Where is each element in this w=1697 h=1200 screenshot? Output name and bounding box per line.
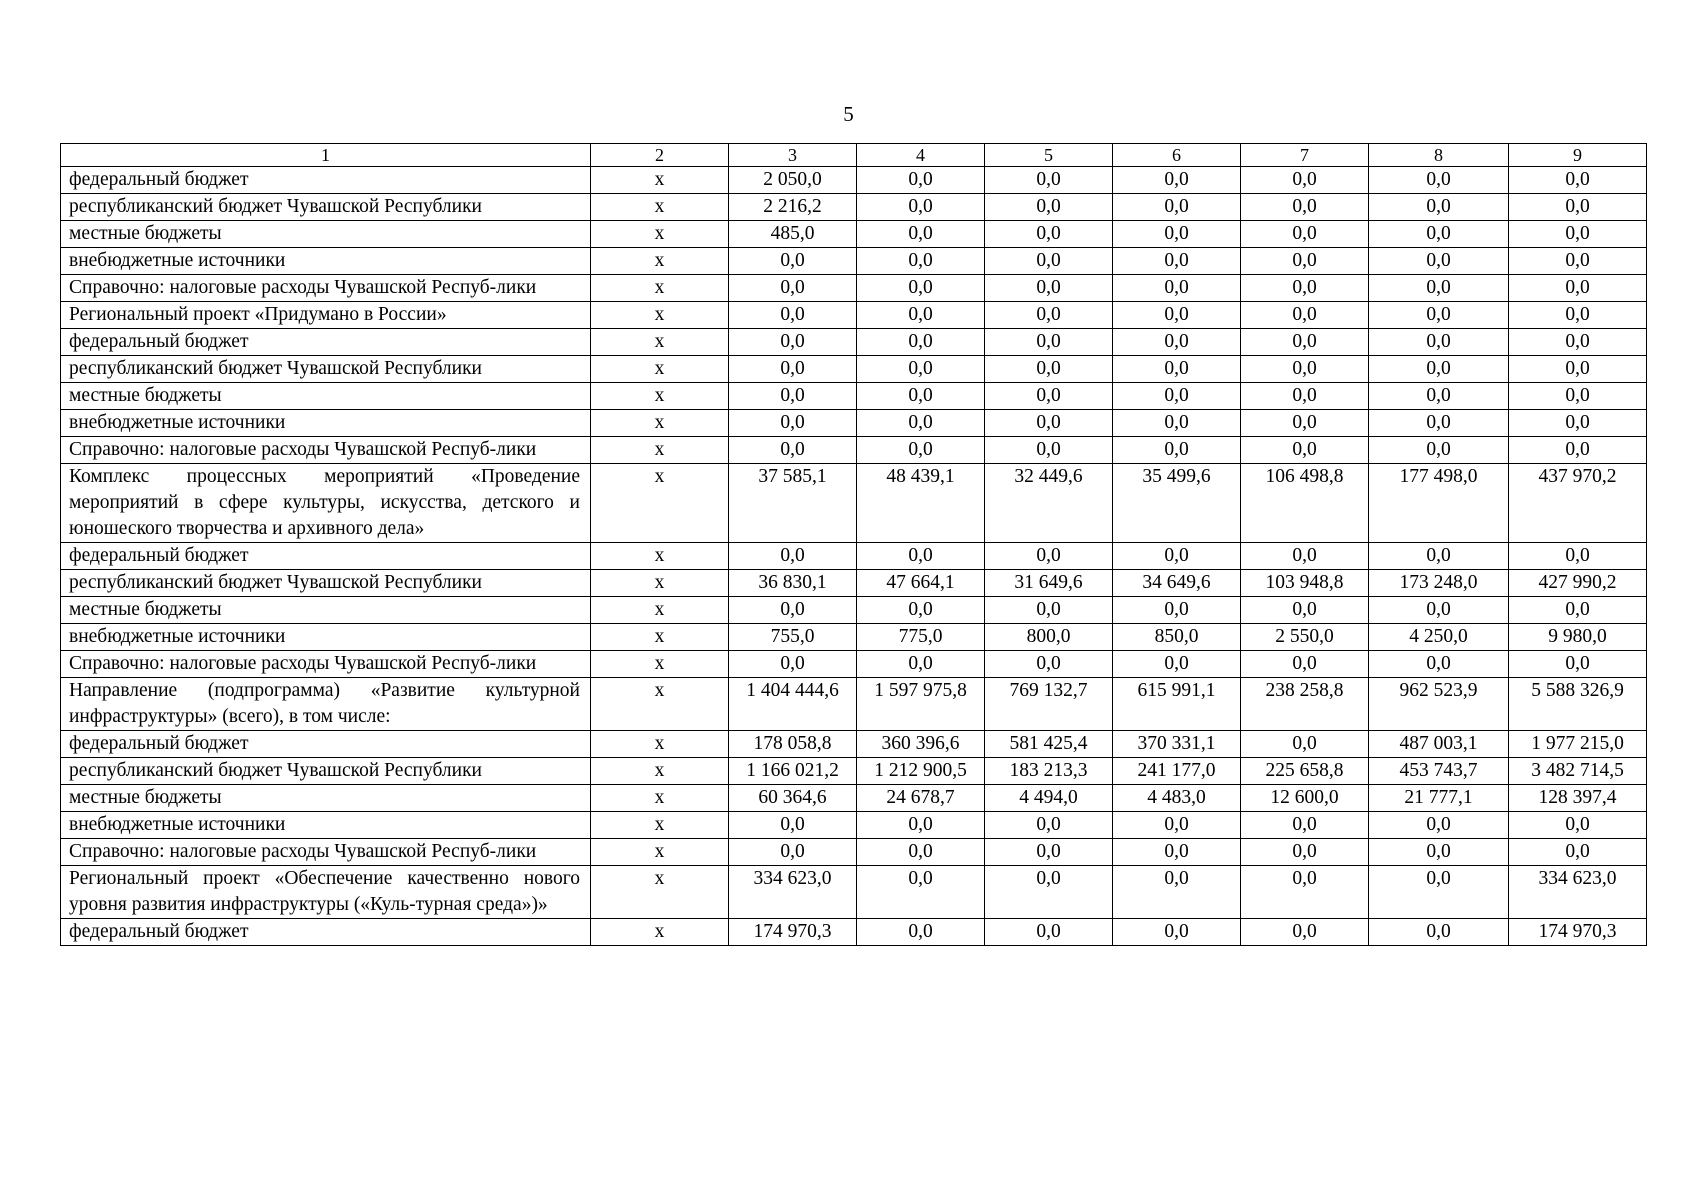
value-cell-col-4: 47 664,1 — [857, 570, 985, 597]
value-cell-col-3: 178 058,8 — [729, 731, 857, 758]
value-cell-col-5: 800,0 — [985, 624, 1113, 651]
value-cell-col-4: 360 396,6 — [857, 731, 985, 758]
value-cell-col-9: 174 970,3 — [1509, 919, 1647, 946]
value-cell-col-8: 453 743,7 — [1369, 758, 1509, 785]
value-cell-col-8: 962 523,9 — [1369, 678, 1509, 731]
value-cell-col-4: 0,0 — [857, 167, 985, 194]
row-label: Региональный проект «Обеспечение качественно нового уровня развития инфраструктуры («Куль-турная среда»)» — [61, 866, 591, 919]
value-cell-col-3: 755,0 — [729, 624, 857, 651]
row-code: x — [591, 678, 729, 731]
value-cell-col-3: 36 830,1 — [729, 570, 857, 597]
value-cell-col-9: 0,0 — [1509, 329, 1647, 356]
value-cell-col-6: 0,0 — [1113, 919, 1241, 946]
row-code: x — [591, 624, 729, 651]
value-cell-col-4: 0,0 — [857, 383, 985, 410]
table-row — [61, 302, 1647, 329]
row-label: республиканский бюджет Чувашской Республики — [61, 356, 591, 383]
value-cell-col-6: 241 177,0 — [1113, 758, 1241, 785]
value-cell-col-7: 12 600,0 — [1241, 785, 1369, 812]
value-cell-col-4: 48 439,1 — [857, 464, 985, 543]
value-cell-col-6: 0,0 — [1113, 167, 1241, 194]
table-row — [61, 275, 1647, 302]
value-cell-col-6: 0,0 — [1113, 383, 1241, 410]
value-cell-col-9: 128 397,4 — [1509, 785, 1647, 812]
value-cell-col-5: 0,0 — [985, 167, 1113, 194]
value-cell-col-3: 334 623,0 — [729, 866, 857, 919]
row-label: местные бюджеты — [61, 785, 591, 812]
row-code: x — [591, 731, 729, 758]
value-cell-col-5: 0,0 — [985, 410, 1113, 437]
value-cell-col-6: 35 499,6 — [1113, 464, 1241, 543]
row-label: Комплекс процессных мероприятий «Проведение мероприятий в сфере культуры, искусства, детского и юношеского творчества и архивного дела» — [61, 464, 591, 543]
table-row — [61, 597, 1647, 624]
row-label: местные бюджеты — [61, 383, 591, 410]
value-cell-col-7: 0,0 — [1241, 839, 1369, 866]
value-cell-col-8: 0,0 — [1369, 597, 1509, 624]
table-row — [61, 167, 1647, 194]
value-cell-col-3: 1 166 021,2 — [729, 758, 857, 785]
value-cell-col-3: 0,0 — [729, 410, 857, 437]
row-code: x — [591, 221, 729, 248]
column-header-5: 5 — [985, 144, 1113, 167]
value-cell-col-7: 0,0 — [1241, 221, 1369, 248]
row-code: x — [591, 785, 729, 812]
value-cell-col-7: 0,0 — [1241, 194, 1369, 221]
row-label: внебюджетные источники — [61, 410, 591, 437]
table-row — [61, 356, 1647, 383]
value-cell-col-3: 174 970,3 — [729, 919, 857, 946]
value-cell-col-7: 0,0 — [1241, 651, 1369, 678]
row-code: x — [591, 570, 729, 597]
budget-table — [60, 143, 1647, 946]
value-cell-col-8: 0,0 — [1369, 437, 1509, 464]
value-cell-col-4: 0,0 — [857, 248, 985, 275]
value-cell-col-6: 0,0 — [1113, 543, 1241, 570]
value-cell-col-3: 0,0 — [729, 329, 857, 356]
value-cell-col-4: 0,0 — [857, 919, 985, 946]
value-cell-col-8: 0,0 — [1369, 383, 1509, 410]
table-row — [61, 678, 1647, 731]
value-cell-col-4: 0,0 — [857, 866, 985, 919]
value-cell-col-4: 0,0 — [857, 194, 985, 221]
value-cell-col-7: 0,0 — [1241, 597, 1369, 624]
value-cell-col-3: 37 585,1 — [729, 464, 857, 543]
row-label: Справочно: налоговые расходы Чувашской Респуб-лики — [61, 437, 591, 464]
column-header-9: 9 — [1509, 144, 1647, 167]
value-cell-col-3: 0,0 — [729, 302, 857, 329]
value-cell-col-4: 0,0 — [857, 597, 985, 624]
value-cell-col-5: 0,0 — [985, 812, 1113, 839]
value-cell-col-6: 0,0 — [1113, 329, 1241, 356]
column-number-header-row — [61, 144, 1647, 167]
value-cell-col-7: 106 498,8 — [1241, 464, 1369, 543]
row-label: Справочно: налоговые расходы Чувашской Респуб-лики — [61, 651, 591, 678]
table-row — [61, 812, 1647, 839]
value-cell-col-6: 0,0 — [1113, 302, 1241, 329]
value-cell-col-4: 0,0 — [857, 410, 985, 437]
value-cell-col-8: 0,0 — [1369, 866, 1509, 919]
row-code: x — [591, 866, 729, 919]
value-cell-col-9: 0,0 — [1509, 248, 1647, 275]
value-cell-col-6: 4 483,0 — [1113, 785, 1241, 812]
value-cell-col-5: 0,0 — [985, 866, 1113, 919]
table-row — [61, 410, 1647, 437]
value-cell-col-4: 0,0 — [857, 221, 985, 248]
value-cell-col-3: 0,0 — [729, 383, 857, 410]
table-row — [61, 194, 1647, 221]
value-cell-col-7: 0,0 — [1241, 248, 1369, 275]
table-row — [61, 731, 1647, 758]
row-code: x — [591, 919, 729, 946]
row-code: x — [591, 275, 729, 302]
value-cell-col-7: 238 258,8 — [1241, 678, 1369, 731]
row-code: x — [591, 194, 729, 221]
column-header-7: 7 — [1241, 144, 1369, 167]
row-label: Направление (подпрограмма) «Развитие культурной инфраструктуры» (всего), в том числе: — [61, 678, 591, 731]
value-cell-col-5: 183 213,3 — [985, 758, 1113, 785]
value-cell-col-4: 0,0 — [857, 651, 985, 678]
value-cell-col-9: 437 970,2 — [1509, 464, 1647, 543]
value-cell-col-5: 4 494,0 — [985, 785, 1113, 812]
value-cell-col-8: 0,0 — [1369, 356, 1509, 383]
value-cell-col-3: 485,0 — [729, 221, 857, 248]
value-cell-col-9: 0,0 — [1509, 383, 1647, 410]
row-code: x — [591, 597, 729, 624]
row-label: федеральный бюджет — [61, 329, 591, 356]
value-cell-col-6: 0,0 — [1113, 410, 1241, 437]
value-cell-col-3: 0,0 — [729, 651, 857, 678]
value-cell-col-4: 1 212 900,5 — [857, 758, 985, 785]
value-cell-col-8: 0,0 — [1369, 543, 1509, 570]
value-cell-col-9: 0,0 — [1509, 356, 1647, 383]
value-cell-col-3: 0,0 — [729, 839, 857, 866]
table-row — [61, 543, 1647, 570]
row-label: внебюджетные источники — [61, 812, 591, 839]
row-label: федеральный бюджет — [61, 919, 591, 946]
value-cell-col-6: 370 331,1 — [1113, 731, 1241, 758]
row-label: внебюджетные источники — [61, 624, 591, 651]
value-cell-col-6: 0,0 — [1113, 597, 1241, 624]
column-header-8: 8 — [1369, 144, 1509, 167]
row-code: x — [591, 383, 729, 410]
value-cell-col-4: 0,0 — [857, 275, 985, 302]
column-header-3: 3 — [729, 144, 857, 167]
value-cell-col-8: 0,0 — [1369, 248, 1509, 275]
row-code: x — [591, 758, 729, 785]
value-cell-col-6: 0,0 — [1113, 651, 1241, 678]
value-cell-col-3: 1 404 444,6 — [729, 678, 857, 731]
value-cell-col-6: 0,0 — [1113, 194, 1241, 221]
row-label: федеральный бюджет — [61, 731, 591, 758]
value-cell-col-9: 0,0 — [1509, 651, 1647, 678]
value-cell-col-4: 24 678,7 — [857, 785, 985, 812]
value-cell-col-6: 0,0 — [1113, 221, 1241, 248]
row-label: Справочно: налоговые расходы Чувашской Респуб-лики — [61, 275, 591, 302]
row-code: x — [591, 302, 729, 329]
value-cell-col-9: 0,0 — [1509, 302, 1647, 329]
row-label: республиканский бюджет Чувашской Республики — [61, 194, 591, 221]
value-cell-col-9: 0,0 — [1509, 597, 1647, 624]
row-label: Региональный проект «Придумано в России» — [61, 302, 591, 329]
column-header-4: 4 — [857, 144, 985, 167]
value-cell-col-3: 0,0 — [729, 597, 857, 624]
table-row — [61, 651, 1647, 678]
value-cell-col-8: 21 777,1 — [1369, 785, 1509, 812]
table-row — [61, 866, 1647, 919]
value-cell-col-6: 0,0 — [1113, 839, 1241, 866]
value-cell-col-7: 0,0 — [1241, 919, 1369, 946]
row-label: республиканский бюджет Чувашской Республики — [61, 758, 591, 785]
value-cell-col-8: 177 498,0 — [1369, 464, 1509, 543]
value-cell-col-8: 0,0 — [1369, 302, 1509, 329]
value-cell-col-6: 0,0 — [1113, 437, 1241, 464]
value-cell-col-6: 850,0 — [1113, 624, 1241, 651]
value-cell-col-5: 0,0 — [985, 543, 1113, 570]
value-cell-col-9: 0,0 — [1509, 275, 1647, 302]
value-cell-col-9: 9 980,0 — [1509, 624, 1647, 651]
value-cell-col-4: 0,0 — [857, 356, 985, 383]
value-cell-col-8: 0,0 — [1369, 839, 1509, 866]
table-row — [61, 624, 1647, 651]
row-code: x — [591, 651, 729, 678]
value-cell-col-9: 0,0 — [1509, 410, 1647, 437]
value-cell-col-8: 0,0 — [1369, 167, 1509, 194]
value-cell-col-8: 0,0 — [1369, 329, 1509, 356]
value-cell-col-4: 775,0 — [857, 624, 985, 651]
table-row — [61, 758, 1647, 785]
table-row — [61, 839, 1647, 866]
value-cell-col-7: 0,0 — [1241, 167, 1369, 194]
row-label: федеральный бюджет — [61, 543, 591, 570]
value-cell-col-5: 0,0 — [985, 839, 1113, 866]
row-label: внебюджетные источники — [61, 248, 591, 275]
value-cell-col-7: 0,0 — [1241, 410, 1369, 437]
value-cell-col-6: 34 649,6 — [1113, 570, 1241, 597]
value-cell-col-8: 0,0 — [1369, 651, 1509, 678]
value-cell-col-3: 2 216,2 — [729, 194, 857, 221]
value-cell-col-7: 0,0 — [1241, 866, 1369, 919]
table-row — [61, 383, 1647, 410]
value-cell-col-3: 0,0 — [729, 248, 857, 275]
value-cell-col-6: 0,0 — [1113, 248, 1241, 275]
value-cell-col-4: 0,0 — [857, 302, 985, 329]
value-cell-col-5: 0,0 — [985, 597, 1113, 624]
value-cell-col-7: 0,0 — [1241, 275, 1369, 302]
row-label: местные бюджеты — [61, 221, 591, 248]
value-cell-col-9: 0,0 — [1509, 812, 1647, 839]
value-cell-col-9: 0,0 — [1509, 839, 1647, 866]
value-cell-col-3: 0,0 — [729, 356, 857, 383]
value-cell-col-5: 0,0 — [985, 919, 1113, 946]
value-cell-col-9: 0,0 — [1509, 543, 1647, 570]
row-code: x — [591, 248, 729, 275]
value-cell-col-8: 173 248,0 — [1369, 570, 1509, 597]
row-code: x — [591, 839, 729, 866]
value-cell-col-5: 32 449,6 — [985, 464, 1113, 543]
value-cell-col-5: 31 649,6 — [985, 570, 1113, 597]
value-cell-col-7: 0,0 — [1241, 437, 1369, 464]
value-cell-col-4: 0,0 — [857, 812, 985, 839]
value-cell-col-7: 0,0 — [1241, 731, 1369, 758]
value-cell-col-5: 0,0 — [985, 302, 1113, 329]
value-cell-col-9: 0,0 — [1509, 167, 1647, 194]
row-label: федеральный бюджет — [61, 167, 591, 194]
value-cell-col-5: 0,0 — [985, 275, 1113, 302]
value-cell-col-8: 0,0 — [1369, 812, 1509, 839]
value-cell-col-7: 2 550,0 — [1241, 624, 1369, 651]
value-cell-col-7: 0,0 — [1241, 812, 1369, 839]
value-cell-col-5: 0,0 — [985, 437, 1113, 464]
value-cell-col-8: 4 250,0 — [1369, 624, 1509, 651]
value-cell-col-7: 103 948,8 — [1241, 570, 1369, 597]
value-cell-col-7: 0,0 — [1241, 302, 1369, 329]
value-cell-col-3: 2 050,0 — [729, 167, 857, 194]
table-row — [61, 248, 1647, 275]
value-cell-col-9: 1 977 215,0 — [1509, 731, 1647, 758]
value-cell-col-9: 0,0 — [1509, 437, 1647, 464]
value-cell-col-7: 0,0 — [1241, 356, 1369, 383]
row-code: x — [591, 356, 729, 383]
row-code: x — [591, 329, 729, 356]
value-cell-col-5: 0,0 — [985, 383, 1113, 410]
value-cell-col-7: 225 658,8 — [1241, 758, 1369, 785]
row-label: республиканский бюджет Чувашской Республики — [61, 570, 591, 597]
value-cell-col-3: 0,0 — [729, 812, 857, 839]
value-cell-col-8: 0,0 — [1369, 194, 1509, 221]
value-cell-col-5: 0,0 — [985, 194, 1113, 221]
value-cell-col-4: 0,0 — [857, 437, 985, 464]
value-cell-col-5: 769 132,7 — [985, 678, 1113, 731]
page-number: 5 — [843, 102, 854, 126]
table-row — [61, 221, 1647, 248]
value-cell-col-3: 0,0 — [729, 275, 857, 302]
value-cell-col-8: 487 003,1 — [1369, 731, 1509, 758]
table-row — [61, 329, 1647, 356]
row-label: Справочно: налоговые расходы Чувашской Респуб-лики — [61, 839, 591, 866]
value-cell-col-6: 0,0 — [1113, 275, 1241, 302]
value-cell-col-4: 0,0 — [857, 329, 985, 356]
value-cell-col-8: 0,0 — [1369, 410, 1509, 437]
value-cell-col-4: 0,0 — [857, 839, 985, 866]
value-cell-col-6: 0,0 — [1113, 866, 1241, 919]
row-code: x — [591, 167, 729, 194]
column-header-2: 2 — [591, 144, 729, 167]
value-cell-col-5: 0,0 — [985, 221, 1113, 248]
table-row — [61, 785, 1647, 812]
value-cell-col-5: 0,0 — [985, 329, 1113, 356]
value-cell-col-4: 1 597 975,8 — [857, 678, 985, 731]
row-code: x — [591, 812, 729, 839]
row-label: местные бюджеты — [61, 597, 591, 624]
value-cell-col-3: 60 364,6 — [729, 785, 857, 812]
row-code: x — [591, 410, 729, 437]
value-cell-col-8: 0,0 — [1369, 275, 1509, 302]
value-cell-col-9: 3 482 714,5 — [1509, 758, 1647, 785]
value-cell-col-5: 0,0 — [985, 248, 1113, 275]
table-row — [61, 437, 1647, 464]
row-code: x — [591, 543, 729, 570]
value-cell-col-9: 334 623,0 — [1509, 866, 1647, 919]
value-cell-col-9: 5 588 326,9 — [1509, 678, 1647, 731]
table-body — [61, 167, 1647, 946]
value-cell-col-8: 0,0 — [1369, 919, 1509, 946]
value-cell-col-8: 0,0 — [1369, 221, 1509, 248]
row-code: x — [591, 464, 729, 543]
column-header-1: 1 — [61, 144, 591, 167]
value-cell-col-9: 0,0 — [1509, 194, 1647, 221]
value-cell-col-6: 615 991,1 — [1113, 678, 1241, 731]
value-cell-col-5: 0,0 — [985, 651, 1113, 678]
table-row — [61, 464, 1647, 543]
value-cell-col-7: 0,0 — [1241, 383, 1369, 410]
value-cell-col-9: 0,0 — [1509, 221, 1647, 248]
value-cell-col-3: 0,0 — [729, 543, 857, 570]
row-code: x — [591, 437, 729, 464]
value-cell-col-7: 0,0 — [1241, 329, 1369, 356]
value-cell-col-6: 0,0 — [1113, 356, 1241, 383]
table-row — [61, 919, 1647, 946]
value-cell-col-7: 0,0 — [1241, 543, 1369, 570]
table-row — [61, 570, 1647, 597]
value-cell-col-3: 0,0 — [729, 437, 857, 464]
value-cell-col-4: 0,0 — [857, 543, 985, 570]
value-cell-col-6: 0,0 — [1113, 812, 1241, 839]
column-header-6: 6 — [1113, 144, 1241, 167]
value-cell-col-5: 0,0 — [985, 356, 1113, 383]
value-cell-col-9: 427 990,2 — [1509, 570, 1647, 597]
value-cell-col-5: 581 425,4 — [985, 731, 1113, 758]
